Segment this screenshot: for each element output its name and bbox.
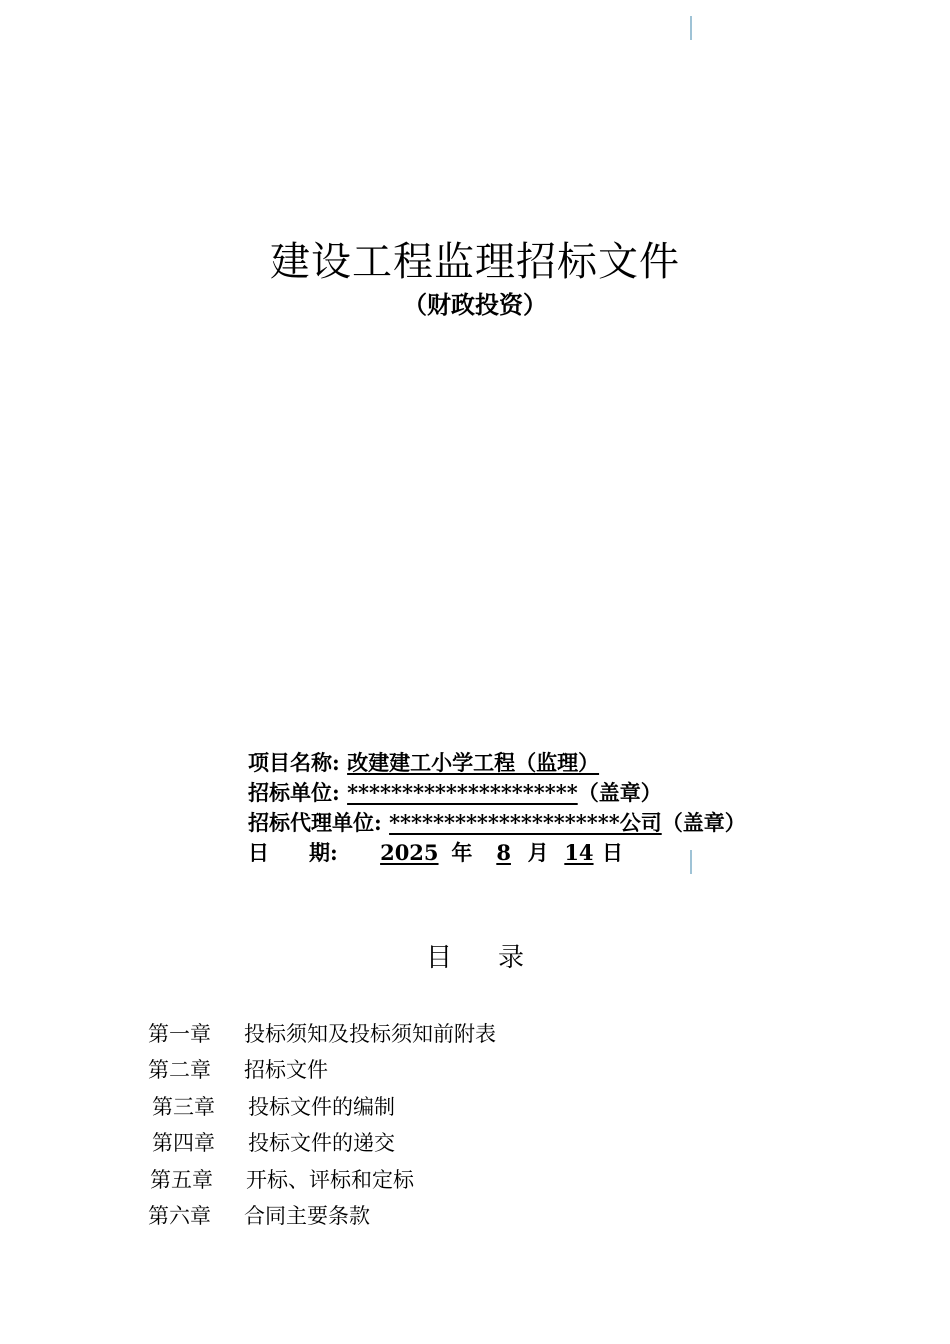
document-subtitle: （财政投资） — [403, 291, 547, 319]
tenderer-seal: （盖章） — [577, 780, 662, 805]
toc-heading — [0, 940, 950, 976]
toc-title: 投标文件的编制 — [248, 1094, 395, 1119]
toc-chapter: 第三章 — [152, 1094, 215, 1119]
date-row — [248, 838, 746, 868]
toc-item — [148, 1089, 496, 1125]
agent-row — [248, 808, 746, 838]
agent-value: *********************公司 — [389, 810, 662, 835]
toc-title: 投标文件的递交 — [248, 1131, 395, 1156]
agent-label: 招标代理单位: — [248, 810, 382, 835]
date-month: 8 — [496, 840, 511, 865]
date-day-unit: 日 — [601, 840, 623, 865]
toc-chapter: 第四章 — [152, 1131, 215, 1156]
tenderer-label: 招标单位: — [248, 780, 340, 805]
toc-heading-first: 目 — [425, 943, 452, 973]
toc-item — [148, 1162, 496, 1198]
date-year-unit: 年 — [451, 840, 473, 865]
date-label — [248, 838, 360, 868]
toc-list — [148, 1016, 496, 1234]
tenderer-value: ********************* — [347, 780, 578, 805]
toc-item — [148, 1125, 496, 1161]
toc-item — [148, 1052, 496, 1088]
toc-chapter: 第二章 — [148, 1058, 211, 1083]
toc-item — [148, 1198, 496, 1234]
project-info — [248, 748, 746, 868]
document-title: 建设工程监理招标文件 — [270, 239, 680, 285]
toc-chapter: 第六章 — [148, 1203, 211, 1228]
margin-mark — [690, 16, 692, 40]
toc-title: 开标、评标和定标 — [246, 1167, 414, 1192]
toc-title: 招标文件 — [244, 1058, 328, 1083]
date-month-unit: 月 — [527, 840, 549, 865]
toc-item — [148, 1016, 496, 1052]
agent-seal: （盖章） — [661, 810, 746, 835]
project-name-label: 项目名称: — [248, 750, 340, 775]
tenderer-row — [248, 778, 746, 808]
toc-title: 合同主要条款 — [244, 1203, 370, 1228]
toc-title: 投标须知及投标须知前附表 — [244, 1022, 496, 1046]
toc-chapter: 第一章 — [148, 1022, 211, 1046]
date-year: 2025 — [380, 840, 439, 865]
date-day: 14 — [564, 840, 594, 865]
date-label-second: 期: — [309, 840, 338, 865]
toc-chapter: 第五章 — [150, 1167, 213, 1192]
toc-heading-second: 录 — [498, 943, 525, 973]
project-name-value: 改建建工小学工程（监理） — [347, 750, 600, 775]
project-name-row — [248, 748, 746, 778]
date-label-first: 日 — [248, 840, 269, 865]
